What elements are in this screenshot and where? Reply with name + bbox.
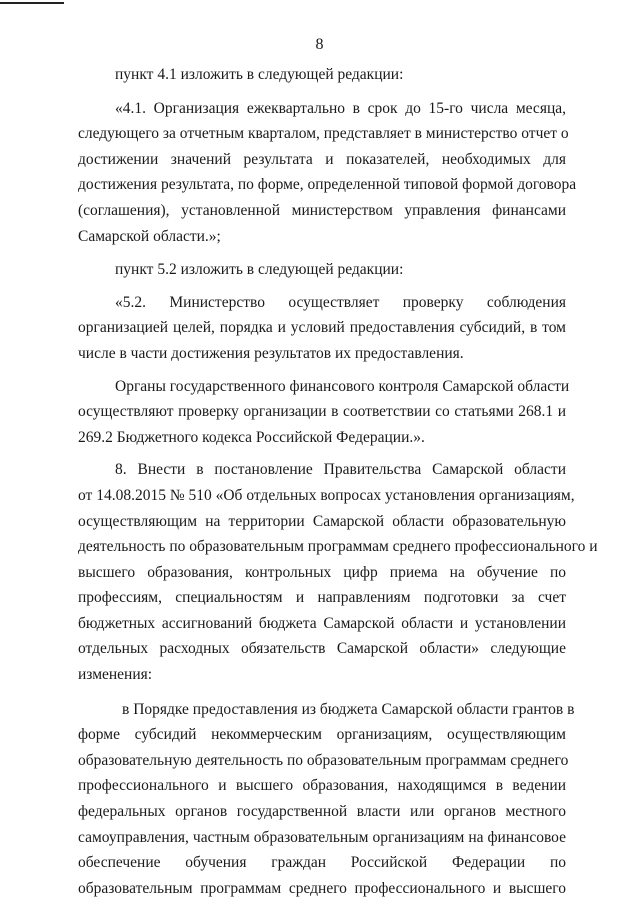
paragraph-item-5-2-text xyxy=(78,290,566,367)
text-line: образовательную деятельность по образовательным программам среднего xyxy=(78,751,569,769)
text-line: (соглашения), установленной министерством управления финансами xyxy=(78,201,566,219)
paragraph-section-8 xyxy=(78,457,598,687)
text-line: образовательным программам среднего профессионального и высшего xyxy=(78,879,566,897)
text-line: от 14.08.2015 № 510 «Об отдельных вопросах установления организациям, xyxy=(78,486,575,504)
text-line: следующего за отчетным кварталом, представляет в министерство отчет о xyxy=(78,125,569,143)
text-line: пункт 4.1 изложить в следующей редакции: xyxy=(115,66,404,83)
text-line: осуществляющим на территории Самарской области образовательную xyxy=(78,512,566,530)
page-number: 8 xyxy=(315,36,324,53)
paragraph-grant-procedure xyxy=(78,697,575,902)
text-line: высшего образования, контрольных цифр приема на обучение по xyxy=(78,563,566,581)
text-line: пункт 5.2 изложить в следующей редакции: xyxy=(115,261,404,279)
text-line: форме субсидий некоммерческим организациям, осуществляющим xyxy=(78,726,566,744)
text-line: обеспечение обучения граждан Российской Федерации по xyxy=(78,854,566,872)
scan-edge-mark xyxy=(0,2,64,4)
paragraph-item-5-2-header xyxy=(78,257,566,283)
paragraph-control-bodies xyxy=(78,374,570,451)
document-body xyxy=(78,62,598,901)
text-line: изменения: xyxy=(78,666,153,684)
text-line: бюджетных ассигнований бюджета Самарской области и установлении xyxy=(78,614,566,632)
text-line: Самарской области.»; xyxy=(78,227,221,245)
text-line: организацией целей, порядка и условий предоставления субсидий, в том xyxy=(78,319,566,337)
paragraph-item-4-1-header xyxy=(78,62,566,88)
text-line: достижении значений результата и показателей, необходимых для xyxy=(78,150,566,168)
text-line: профессионального и высшего образования, находящимся в ведении xyxy=(78,777,566,795)
text-line: осуществляют проверку организации в соответствии со статьями 268.1 и xyxy=(78,403,566,421)
text-line: отдельных расходных обязательств Самарской области» следующие xyxy=(78,640,566,658)
text-line: Органы государственного финансового контроля Самарской области xyxy=(115,377,570,395)
text-line: самоуправления, частным образовательным организациям на финансовое xyxy=(78,828,566,846)
text-line: «4.1. Организация ежеквартально в срок до 15-го числа месяца, xyxy=(115,99,566,117)
text-line: 8. Внести в постановление Правительства Самарской области xyxy=(115,461,566,479)
text-line: в Порядке предоставления из бюджета Самарской области грантов в xyxy=(122,700,575,718)
paragraph-item-4-1-text xyxy=(78,96,577,250)
text-line: федеральных органов государственной власти или органов местного xyxy=(78,803,566,821)
text-line: «5.2. Министерство осуществляет проверку соблюдения xyxy=(115,293,566,311)
text-line: профессиям, специальностям и направлениям подготовки за счет xyxy=(78,589,566,607)
text-line: достижения результата, по форме, определенной типовой формой договора xyxy=(78,176,577,194)
text-line: числе в части достижения результатов их предоставления. xyxy=(78,344,464,362)
text-line: деятельность по образовательным программам среднего профессионального и xyxy=(78,538,598,556)
text-line: 269.2 Бюджетного кодекса Российской Федерации.». xyxy=(78,428,425,446)
